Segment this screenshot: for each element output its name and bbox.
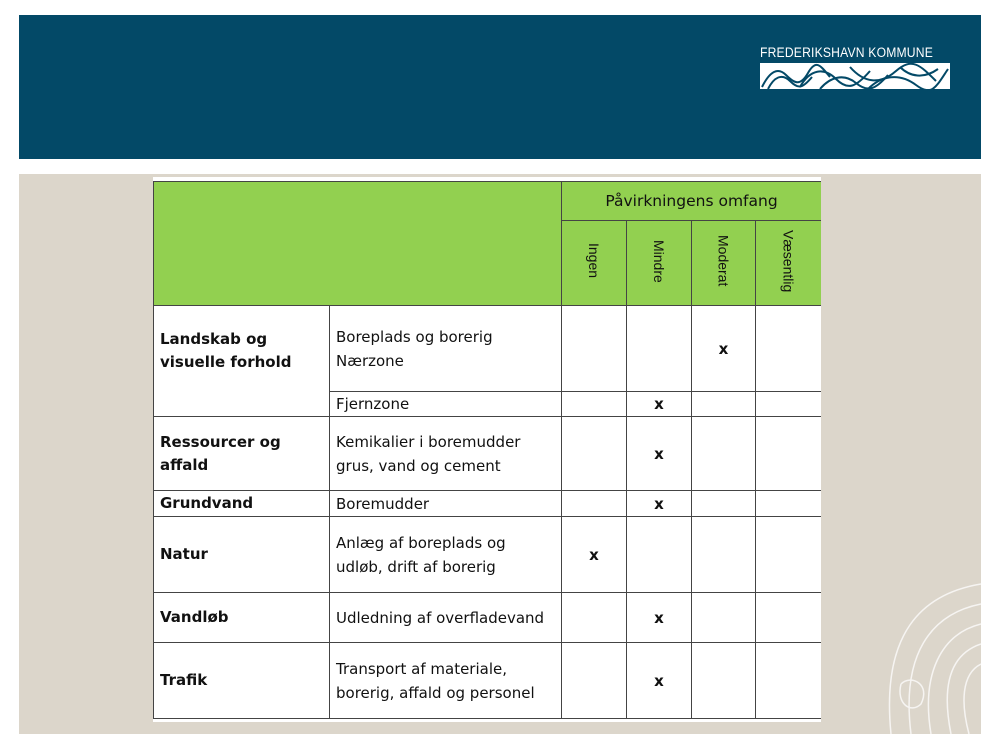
description-cell: Fjernzone	[330, 392, 562, 417]
category-cell: Vandløb	[154, 593, 330, 643]
impact-table	[153, 177, 821, 719]
brand-name: FREDERIKSHAVN KOMMUNE	[760, 45, 933, 60]
description-cell: Transport af materiale, borerig, affald og personel	[330, 643, 562, 719]
kommune-logo-icon	[760, 63, 950, 89]
description-cell: Boreplads og borerig Nærzone	[330, 306, 562, 392]
brand	[760, 45, 950, 89]
column-header-ingen: Ingen	[562, 221, 627, 306]
impact-mark: x	[627, 417, 692, 491]
topographic-lines-decoration	[801, 564, 981, 734]
column-header-moderat: Moderat	[692, 221, 756, 306]
description-cell: Kemikalier i boremudder grus, vand og cement	[330, 417, 562, 491]
impact-mark: x	[562, 517, 627, 593]
impact-mark: x	[627, 593, 692, 643]
category-cell: Trafik	[154, 643, 330, 719]
category-cell: Grundvand	[154, 491, 330, 517]
column-header-mindre: Mindre	[627, 221, 692, 306]
description-cell: Udledning af overfladevand	[330, 593, 562, 643]
impact-mark: x	[627, 392, 692, 417]
category-cell: Natur	[154, 517, 330, 593]
impact-mark: x	[627, 643, 692, 719]
group-header: Påvirkningens omfang	[562, 182, 822, 221]
impact-mark: x	[692, 306, 756, 392]
column-header-vaesentlig: Væsentlig	[756, 221, 822, 306]
impact-table-container	[153, 177, 821, 722]
category-cell: Landskab og visuelle forhold	[154, 306, 330, 417]
category-cell: Ressourcer og affald	[154, 417, 330, 491]
table-header-blank	[154, 182, 562, 306]
description-cell: Anlæg af boreplads og udløb, drift af borerig	[330, 517, 562, 593]
impact-mark: x	[627, 491, 692, 517]
description-cell: Boremudder	[330, 491, 562, 517]
header-band	[19, 15, 981, 159]
